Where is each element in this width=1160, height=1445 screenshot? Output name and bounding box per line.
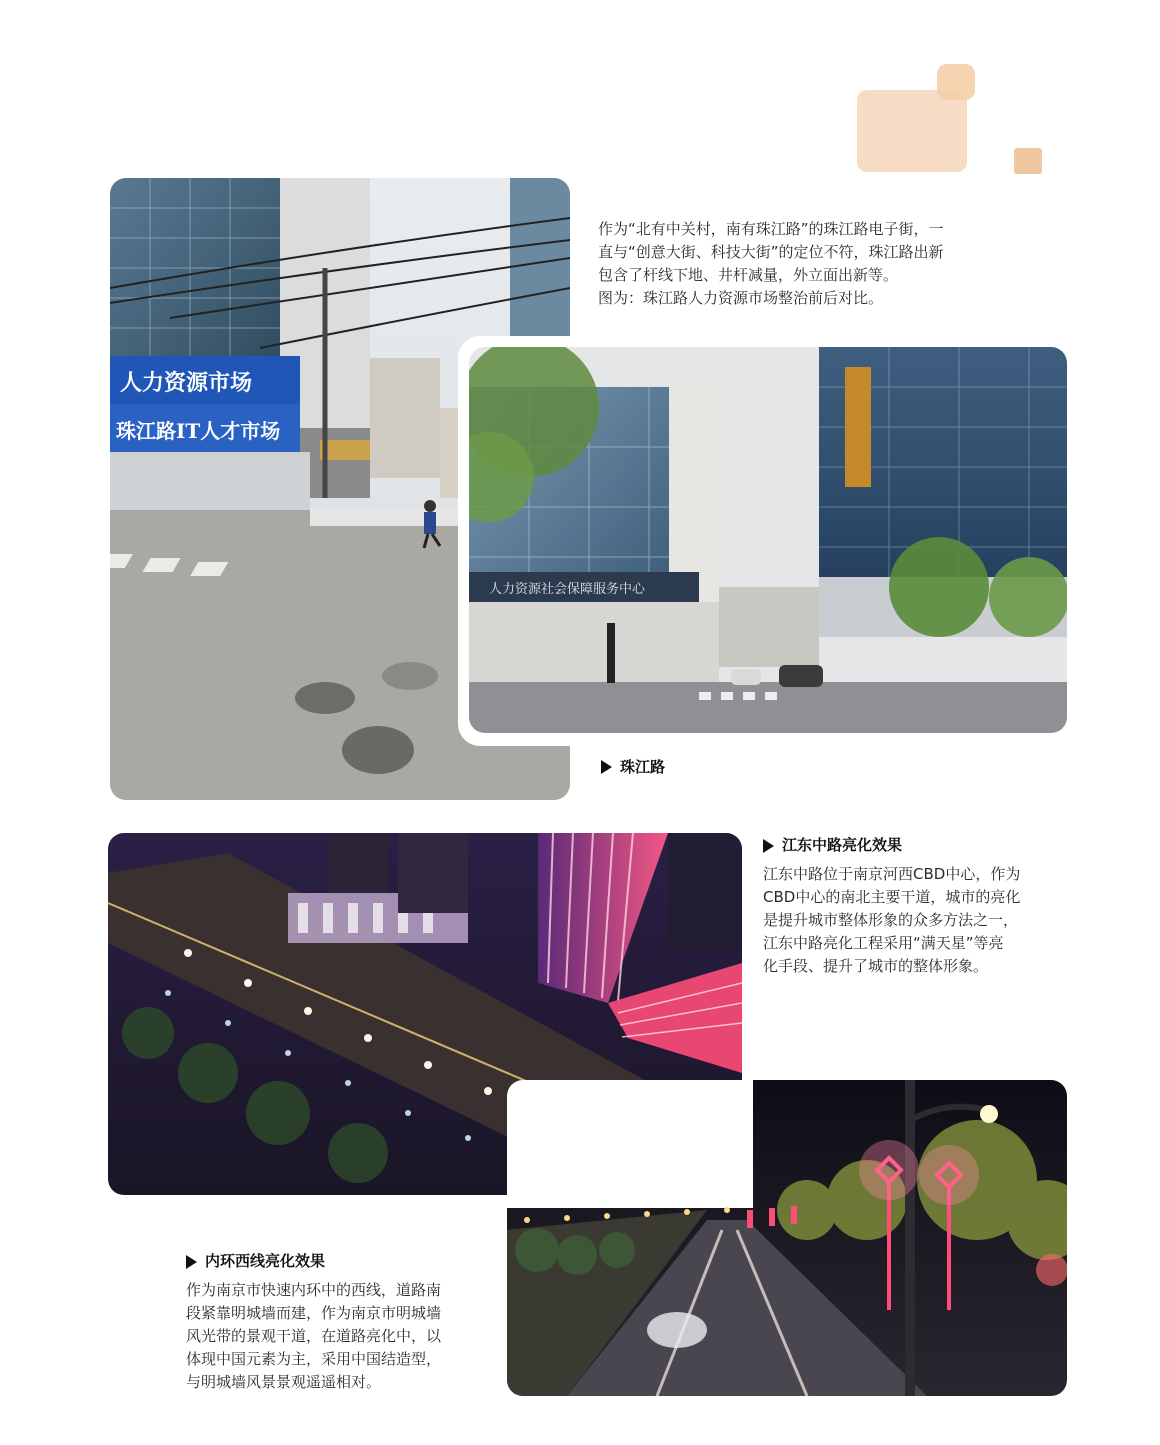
photo-neihuan-night <box>507 1080 1067 1396</box>
intro-line: 图为：珠江路人力资源市场整治前后对比。 <box>598 289 884 307</box>
neihuan-line: 风光带的景观干道，在道路亮化中，以 <box>186 1327 442 1345</box>
neihuan-heading-label: 内环西线亮化效果 <box>205 1252 326 1270</box>
sign-it-talent-market: 珠江路IT人才市场 <box>116 419 281 443</box>
triangle-bullet-icon <box>601 760 612 774</box>
jiangdong-line: CBD中心的南北主要干道，城市的亮化 <box>763 888 1021 906</box>
neihuan-section <box>186 1250 506 1394</box>
intro-line: 作为“北有中关村，南有珠江路”的珠江路电子街，一 <box>598 220 944 238</box>
jiangdong-line: 化手段、提升了城市的整体形象。 <box>763 957 989 975</box>
jiangdong-section <box>763 834 1093 978</box>
photo-zhujiang-after <box>469 347 1067 733</box>
jiangdong-heading-label: 江东中路亮化效果 <box>782 836 903 854</box>
neihuan-heading <box>186 1250 506 1273</box>
neihuan-line: 与明城墙风景景观遥遥相对。 <box>186 1373 382 1391</box>
caption-zhujiang <box>601 756 665 777</box>
intro-text <box>598 218 1028 310</box>
intro-line: 直与“创意大街、科技大街”的定位不符，珠江路出新 <box>598 243 944 261</box>
decorative-square-small <box>937 64 975 100</box>
neihuan-line: 段紧靠明城墙而建，作为南京市明城墙 <box>186 1304 442 1322</box>
jiangdong-line: 是提升城市整体形象的众多方法之一， <box>763 911 1019 929</box>
triangle-bullet-icon <box>186 1255 197 1269</box>
neihuan-line: 作为南京市快速内环中的西线，道路南 <box>186 1281 442 1299</box>
jiangdong-heading <box>763 834 1093 857</box>
night-street-knot-lamps-image <box>507 1080 1067 1396</box>
decorative-square-tiny <box>1014 148 1042 174</box>
sign-talent-market: 人力资源市场 <box>120 370 253 396</box>
caption-zhujiang-label: 珠江路 <box>620 758 666 776</box>
sign-hr-service-center: 人力资源社会保障服务中心 <box>489 582 646 597</box>
decorative-square-large <box>857 90 967 172</box>
jiangdong-line: 江东中路亮化工程采用“满天星”等亮 <box>763 934 1004 952</box>
neihuan-line: 体现中国元素为主，采用中国结造型， <box>186 1350 442 1368</box>
intro-line: 包含了杆线下地、井杆减量，外立面出新等。 <box>598 266 899 284</box>
street-scene-after-image <box>469 347 1067 733</box>
triangle-bullet-icon <box>763 839 774 853</box>
jiangdong-line: 江东中路位于南京河西CBD中心，作为 <box>763 865 1021 883</box>
